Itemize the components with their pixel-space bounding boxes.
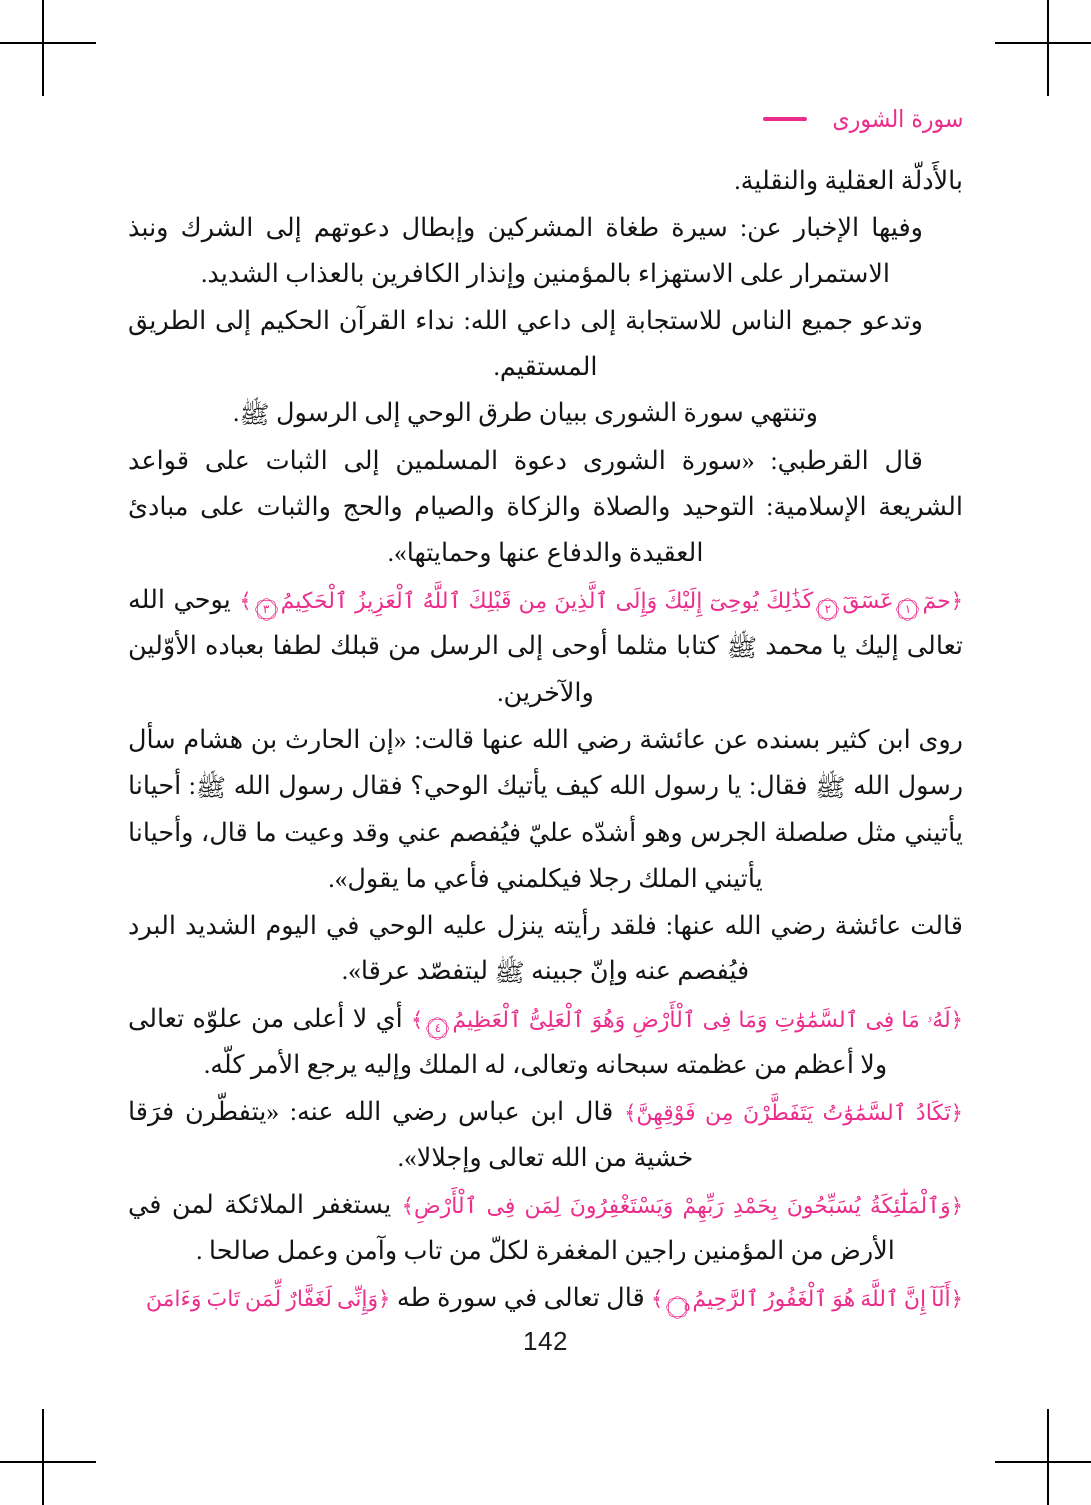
quran-verse-malaika bbox=[402, 1194, 963, 1219]
hadith-part-1: روى ابن كثير بسنده عن عائشة رضي الله عنها قالت: «إن الحارث بن هشام سأل رسول الله bbox=[128, 724, 964, 800]
hadith-part-3: : أحيانا يأتيني مثل صلصلة الجرس وهو أشدّه عليّ فيُفصم عني وقد وعيت ما قال، وأحيانا يأتيني الملك رجلا فيكلمني فأعي ما يقول». bbox=[128, 770, 963, 893]
paragraph-3 bbox=[128, 298, 963, 390]
ayah-open-brace-icon-3: ﴿ bbox=[950, 1101, 964, 1126]
quran-segment-ha-mim: حمٓ bbox=[922, 589, 951, 615]
quran-verse-malaika-text: وَٱلْمَلَٰٓئِكَةُ يُسَبِّحُونَ بِحَمْدِ رَبِّهِمْ وَيَسْتَغْفِرُونَ لِمَن فِى ٱلْأَرْضِ bbox=[413, 1194, 951, 1220]
crop-mark-top-right-horizontal bbox=[995, 42, 1091, 44]
ayah-open-brace-icon-6: ﴿ bbox=[378, 1286, 391, 1311]
ayah-marker-1 bbox=[895, 597, 920, 622]
paragraph-4-period: . bbox=[233, 398, 240, 428]
quran-verse-1-3 bbox=[239, 589, 964, 617]
tafsir-malaika-continued: في الأرض من المؤمنين راجين المغفرة لكلّ من تاب وآمن وعمل صالحا . bbox=[128, 1190, 895, 1265]
quran-block-tafattur bbox=[128, 1089, 963, 1181]
tafsir-verse-4-continued: أعظم من عظمته سبحانه وتعالى، له الملك وإليه يرجع الأمر كلّه. bbox=[203, 1050, 854, 1080]
paragraph-4-text: وتنتهي سورة الشورى ببيان طرق الوحي إلى الرسول bbox=[275, 398, 818, 428]
quran-block-verse-5 bbox=[128, 1275, 963, 1321]
running-header bbox=[128, 96, 963, 136]
page-content bbox=[128, 96, 963, 1385]
quran-verse-taha-text: وَإِنِّى لَغَفَّارٌ لِّمَن تَابَ وَءَامَنَ bbox=[145, 1286, 379, 1312]
running-header-surah-title: سورة الشورى bbox=[831, 105, 963, 133]
quran-segment-ayn-sin-qaf: عٓسٓقٓ bbox=[842, 589, 894, 615]
hadith-part-2: فقال: يا رسول الله كيف يأتيك الوحي؟ فقال رسول الله bbox=[233, 770, 808, 800]
tafsir-verses-1-3-continued: كتابا مثلما أوحى إلى الرسل من قبلك لطفا بعباده الأوّلين والآخرين. bbox=[128, 631, 719, 708]
ayah-marker-5-number: ٥ bbox=[683, 1299, 691, 1314]
quran-verse-4-text: لَهُۥ مَا فِى ٱلسَّمَٰوَٰتِ وَمَا فِى ٱلْأَرْضِ وَهُوَ ٱلْعَلِىُّ ٱلْعَظِيمُ bbox=[452, 1008, 951, 1034]
ayah-marker-3 bbox=[254, 597, 279, 622]
paragraph-3-text: وتدعو جميع الناس للاستجابة إلى داعي الله: نداء القرآن الحكيم إلى الطريق المستقيم. bbox=[128, 305, 923, 381]
crop-mark-top-left-horizontal bbox=[0, 42, 96, 44]
tafsir-verses-1-3: يوحي الله تعالى إليك يا محمد bbox=[128, 585, 964, 661]
ayah-close-brace-icon-5: ﴾ bbox=[651, 1286, 664, 1311]
ayah-marker-3-number: ٣ bbox=[262, 602, 270, 617]
paragraph-1-text: بالأَدلّة العقلية والنقلية. bbox=[734, 166, 963, 195]
salawat-icon-2: ﷺ bbox=[726, 633, 758, 663]
crop-mark-top-left-vertical bbox=[42, 0, 44, 96]
ayah-close-brace-icon-2: ﴾ bbox=[411, 1008, 424, 1033]
crop-mark-bottom-right-horizontal bbox=[995, 1461, 1091, 1463]
paragraph-qurtubi-text: قال القرطبي: «سورة الشورى دعوة المسلمين إلى الثبات على قواعد الشريعة الإسلامية: التوحيد والصلاة والزكاة والصيام والحج والثبات على مبادئ العقيدة والدفاع عنها وحمايتها». bbox=[128, 446, 963, 568]
quran-block-malaika bbox=[128, 1182, 963, 1274]
paragraph-1 bbox=[128, 158, 963, 204]
salawat-icon-3: ﷺ bbox=[815, 772, 846, 802]
aisha-narration-part-1: قالت عائشة رضي الله عنها: فلقد رأيته ينزل عليه الوحي في اليوم الشديد البرد فيُفصم عنه وإنّ جبينه bbox=[128, 910, 963, 986]
ayah-marker-5 bbox=[665, 1295, 690, 1320]
page-number: 142 bbox=[523, 1326, 568, 1356]
quran-block-verses-1-3 bbox=[128, 577, 963, 716]
running-header-rule bbox=[763, 117, 807, 121]
ayah-marker-4 bbox=[425, 1016, 450, 1041]
body-text bbox=[128, 158, 963, 1321]
quran-verse-tafattur-text: تَكَادُ ٱلسَّمَٰوَٰتُ يَتَفَطَّرْنَ مِن فَوْقِهِنَّ bbox=[636, 1101, 951, 1127]
tafsir-ibn-abbas: قال ابن عباس رضي الله عنه: «يتفطّرن bbox=[184, 1097, 614, 1127]
ayah-open-brace-icon-4: ﴿ bbox=[950, 1194, 963, 1219]
paragraph-4 bbox=[128, 390, 963, 437]
quran-segment-kazalika-yuhi: كَذَٰلِكَ يُوحِىٓ إِلَيْكَ وَإِلَى ٱلَّذِينَ مِن قَبْلِكَ ٱللَّهُ ٱلْعَزِيزُ ٱلْحَكِيمُ bbox=[280, 589, 814, 615]
ayah-marker-2 bbox=[815, 597, 840, 622]
quran-verse-taha bbox=[146, 1287, 391, 1312]
ayah-marker-1-number: ١ bbox=[904, 602, 912, 617]
paragraph-hadith-ibn-kathir bbox=[128, 717, 963, 902]
crop-mark-bottom-left-horizontal bbox=[0, 1461, 96, 1463]
salawat-icon-5: ﷺ bbox=[494, 958, 525, 988]
paragraph-2-text: وفيها الإخبار عن: سيرة طغاة المشركين وإبطال دعوتهم إلى الشرك ونبذ الاستمرار على الاستهزاء بالمؤمنين وإنذار الكافرين بالعذاب الشديد. bbox=[128, 212, 923, 288]
tafsir-malaika: يستغفر الملائكة لمن bbox=[171, 1190, 392, 1220]
tafsir-verse-5: قال تعالى في سورة طه bbox=[396, 1282, 645, 1312]
ayah-close-brace-icon-4: ﴾ bbox=[401, 1194, 414, 1219]
quran-verse-5 bbox=[651, 1287, 963, 1312]
ayah-marker-2-number: ٢ bbox=[824, 602, 832, 617]
quran-verse-4 bbox=[411, 1008, 964, 1036]
ayah-open-brace-icon: ﴿ bbox=[950, 589, 964, 614]
salawat-icon: ﷺ bbox=[239, 400, 270, 430]
quran-verse-tafattur bbox=[624, 1101, 963, 1126]
salawat-icon-4: ﷺ bbox=[195, 772, 227, 802]
paragraph-qurtubi bbox=[128, 438, 963, 576]
crop-mark-bottom-right-vertical bbox=[1047, 1409, 1049, 1505]
paragraph-aisha-narration bbox=[128, 903, 963, 996]
tafsir-ibn-abbas-continued: فرَقا خشية من الله تعالى وإجلالا». bbox=[128, 1097, 694, 1173]
quran-block-verse-4 bbox=[128, 996, 963, 1088]
crop-mark-bottom-left-vertical bbox=[42, 1409, 44, 1505]
ayah-close-brace-icon: ﴾ bbox=[239, 589, 252, 614]
aisha-narration-part-2: ليتفصّد عرقا». bbox=[341, 956, 489, 986]
quran-verse-5-text: أَلَآ إِنَّ ٱللَّهَ هُوَ ٱلْغَفُورُ ٱلرَّحِيمُ bbox=[692, 1286, 951, 1312]
ayah-marker-4-number: ٤ bbox=[434, 1021, 442, 1036]
ayah-open-brace-icon-2: ﴿ bbox=[950, 1008, 964, 1033]
paragraph-2 bbox=[128, 205, 963, 297]
tafsir-verse-4: أي لا أعلى من علوّه تعالى ولا bbox=[128, 1004, 888, 1080]
ayah-open-brace-icon-5: ﴿ bbox=[950, 1286, 963, 1311]
ayah-close-brace-icon-3: ﴾ bbox=[624, 1101, 637, 1126]
crop-mark-top-right-vertical bbox=[1047, 0, 1049, 96]
